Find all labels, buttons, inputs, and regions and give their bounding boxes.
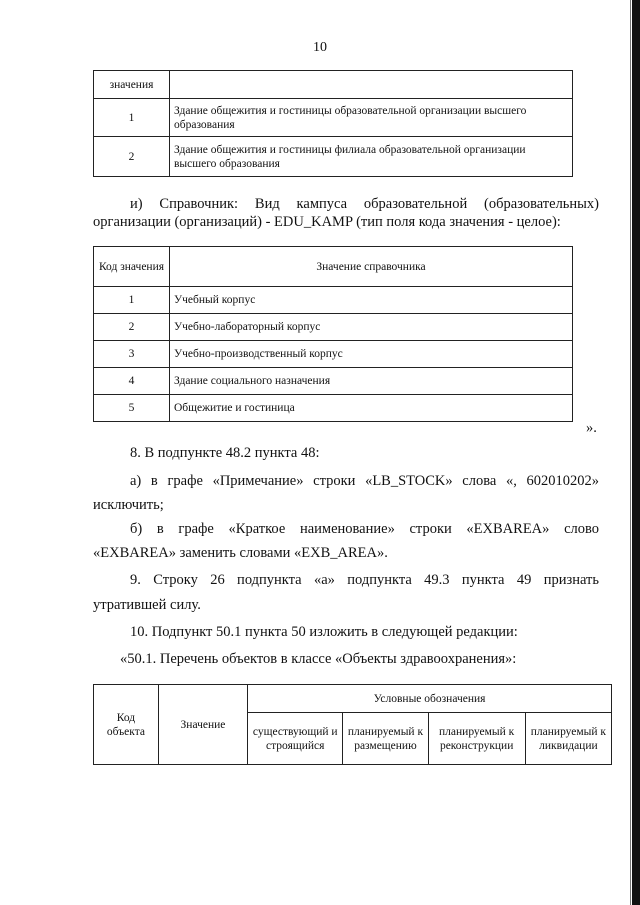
table-row <box>94 368 573 395</box>
table-row <box>94 395 573 422</box>
page-edge-line <box>630 0 631 905</box>
item-10: 10. Подпункт 50.1 пункта 50 изложить в следующей редакции: <box>130 624 518 640</box>
subheader-cell: планируемый к реконструкции <box>428 713 525 765</box>
page-number: 10 <box>313 40 327 55</box>
value-header: Значение <box>158 685 247 765</box>
item-8: 8. В подпункте 48.2 пункта 48: <box>130 445 320 461</box>
subheader-cell: планируемый к ликвидации <box>525 713 611 765</box>
value-cell: Здание общежития и гостиницы филиала образовательной организации высшего образования <box>170 137 573 177</box>
code-cell: 3 <box>94 341 170 368</box>
table-row <box>94 137 573 177</box>
value-cell: Здание социального назначения <box>170 368 573 395</box>
code-cell: 2 <box>94 137 170 177</box>
table-header-row <box>94 247 573 287</box>
code-cell: 1 <box>94 287 170 314</box>
code-cell: 5 <box>94 395 170 422</box>
group-header: Условные обозначения <box>248 685 612 713</box>
subheader-cell: существующий и строящийся <box>248 713 343 765</box>
table-building-types-continued <box>93 70 573 177</box>
table-header-row <box>94 685 612 713</box>
table-row <box>94 314 573 341</box>
item-50-1: «50.1. Перечень объектов в классе «Объекты здравоохранения»: <box>120 651 517 667</box>
table-row <box>94 287 573 314</box>
value-cell: Учебный корпус <box>170 287 573 314</box>
item-8a-line2: исключить; <box>93 497 164 513</box>
subheader-cell: планируемый к размещению <box>343 713 428 765</box>
code-cell: 4 <box>94 368 170 395</box>
code-cell: 1 <box>94 99 170 137</box>
value-cell: Здание общежития и гостиницы образовательной организации высшего образования <box>170 99 573 137</box>
table-header-row <box>94 71 573 99</box>
value-cell: Учебно-лабораторный корпус <box>170 314 573 341</box>
item-8b-line1: б) в графе «Краткое наименование» строки «EXBAREA» слово <box>130 521 599 537</box>
table-header-cell <box>170 71 573 99</box>
table-header-cell: Код значения <box>94 247 170 287</box>
code-header: Код объекта <box>94 685 159 765</box>
table-campus-types <box>93 246 573 422</box>
table-header-cell: значения <box>94 71 170 99</box>
value-cell: Учебно-производственный корпус <box>170 341 573 368</box>
table-header-cell: Значение справочника <box>170 247 573 287</box>
para-i-line1: и) Справочник: Вид кампуса образовательной (образовательных) <box>130 196 599 212</box>
item-8b-line2: «EXBAREA» заменить словами «EXB_AREA». <box>93 545 388 561</box>
item-9-line1: 9. Строку 26 подпункта «а» подпункта 49.3 пункта 49 признать <box>130 572 599 588</box>
page-edge-shadow <box>632 0 640 905</box>
code-cell: 2 <box>94 314 170 341</box>
item-8a-line1: а) в графе «Примечание» строки «LB_STOCK» слова «, 602010202» <box>130 473 599 489</box>
table-row <box>94 99 573 137</box>
para-i-line2: организации (организаций) - EDU_KAMP (тип поля кода значения - целое): <box>93 214 561 230</box>
table-row <box>94 341 573 368</box>
table-health-objects-header <box>93 684 612 765</box>
item-9-line2: утратившей силу. <box>93 597 201 613</box>
value-cell: Общежитие и гостиница <box>170 395 573 422</box>
closing-quote: ». <box>586 420 597 436</box>
